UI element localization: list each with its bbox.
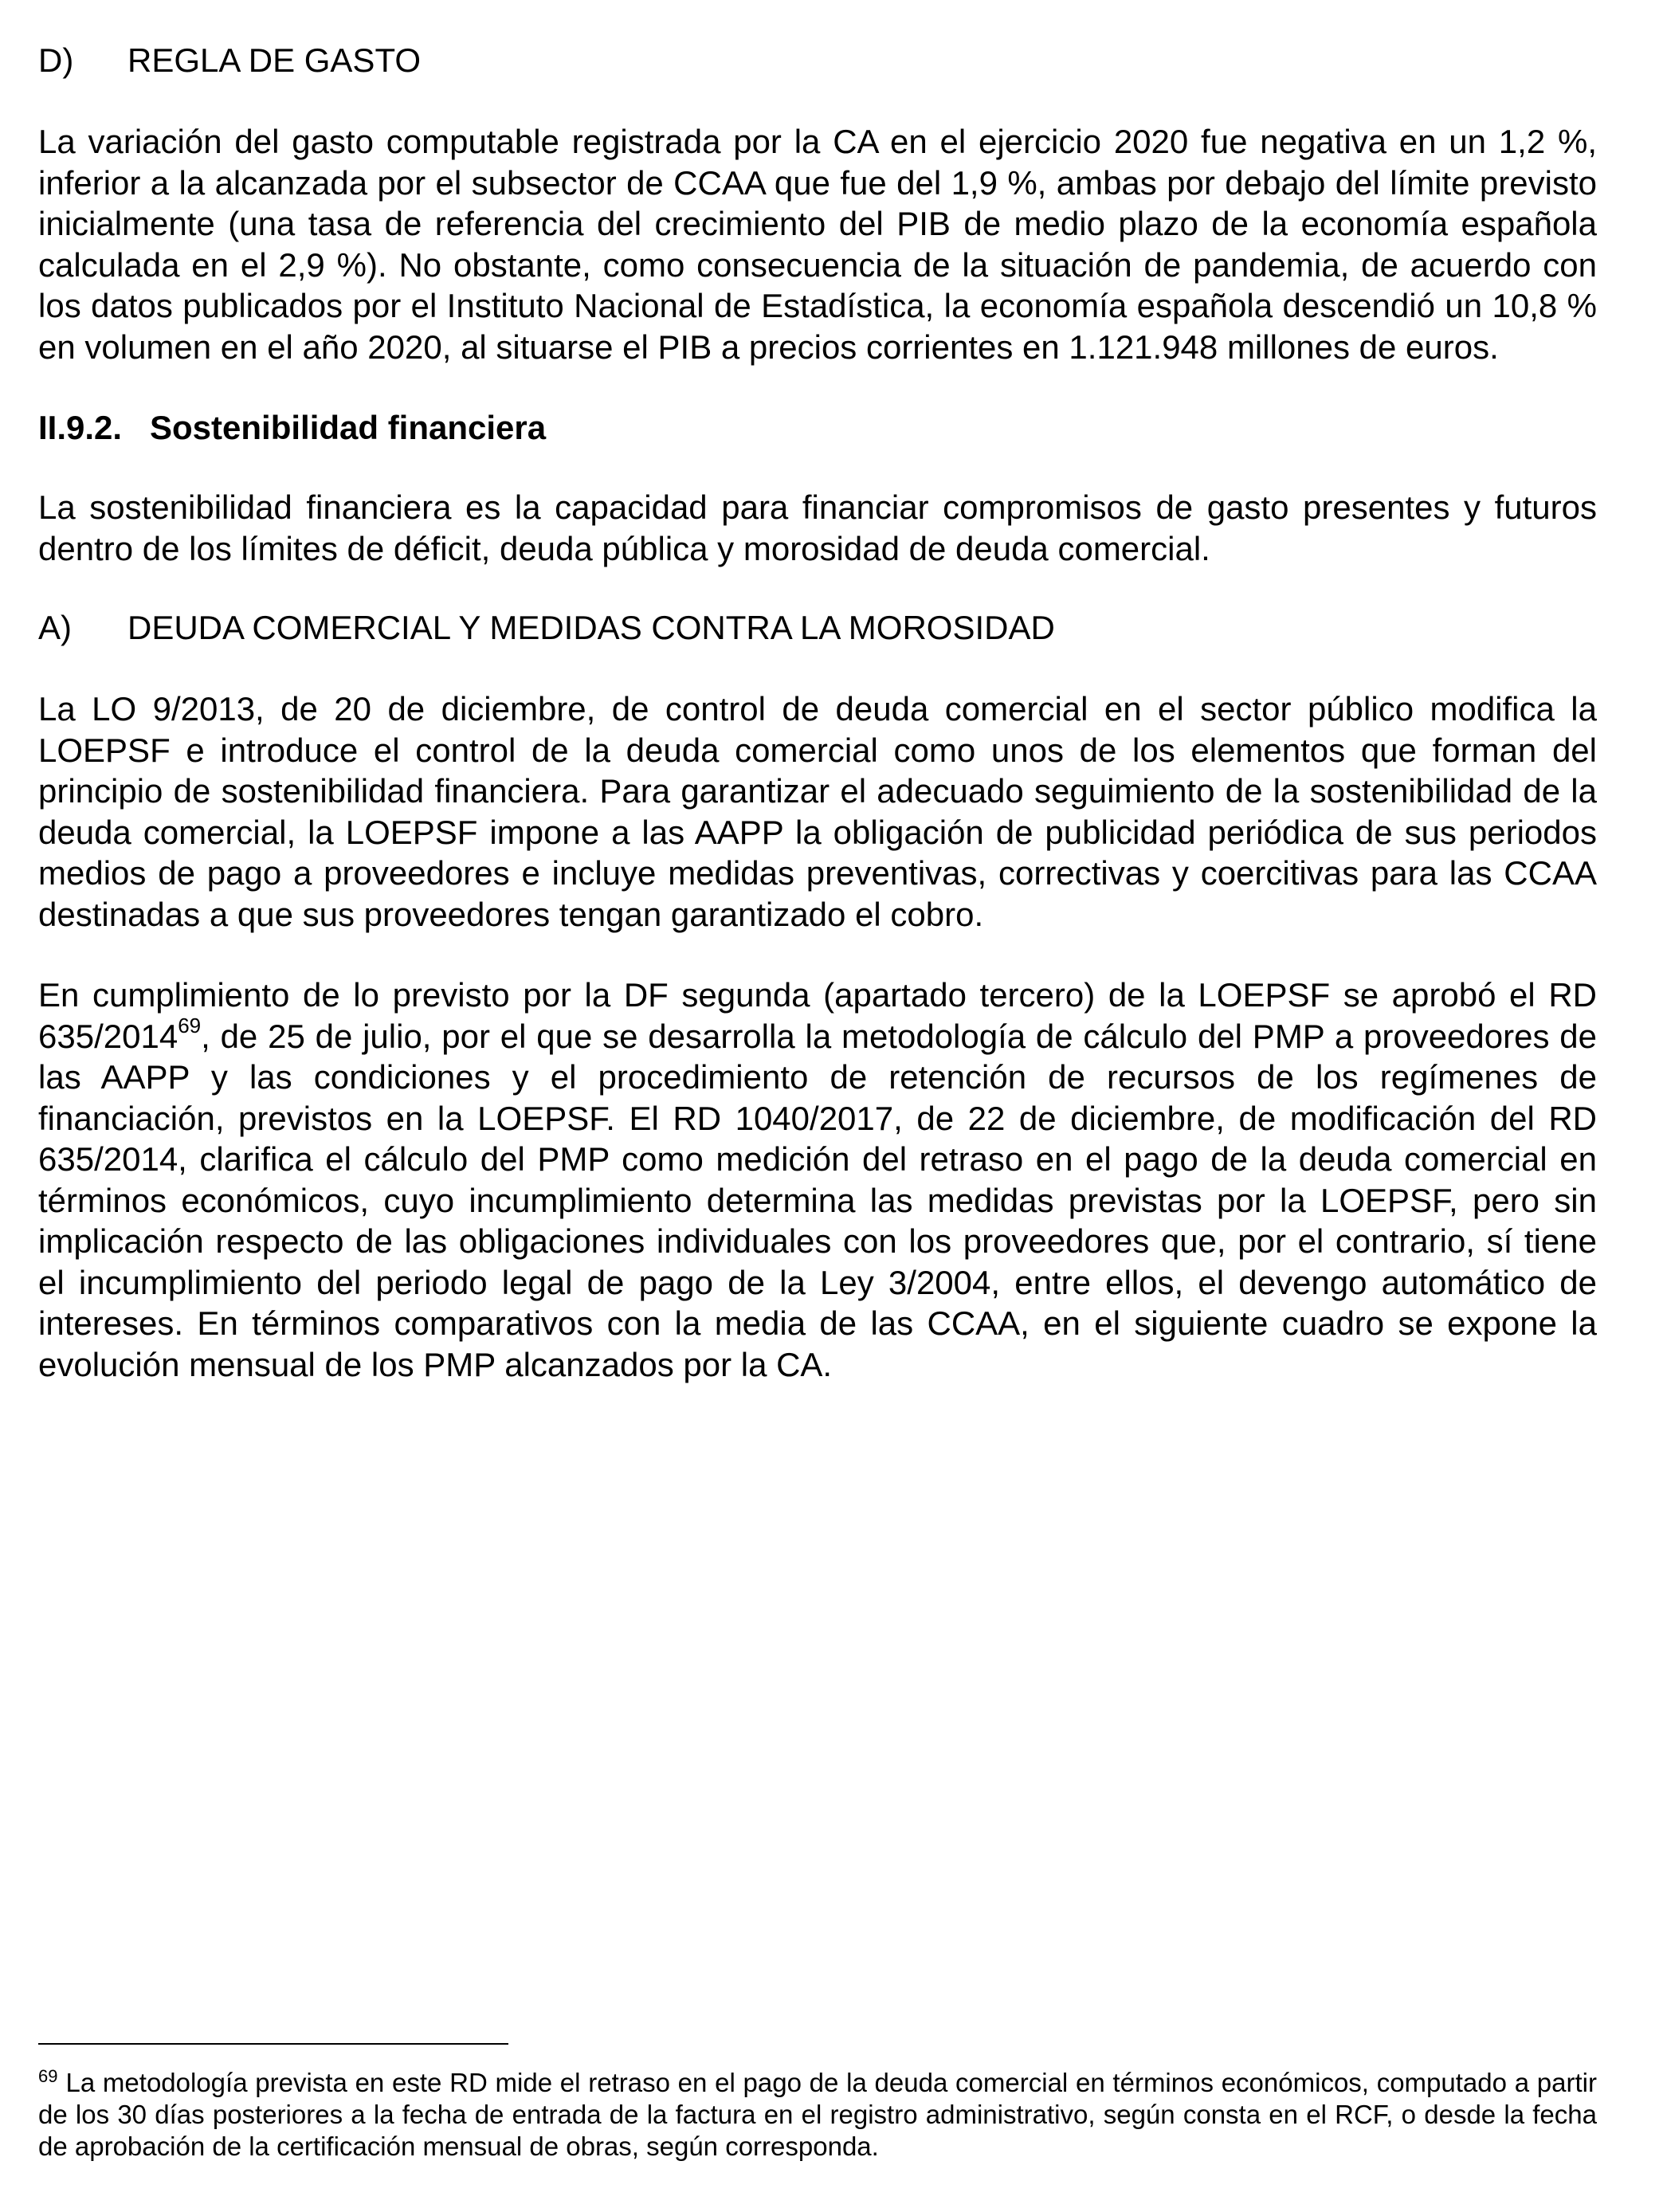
section-number: II.9.2.	[38, 409, 123, 446]
paragraph-regla-de-gasto: La variación del gasto computable registrada por la CA en el ejercicio 2020 fue negativa en un 1,2 %, inferior a la alcanzada por el subsector de CCAA que fue del 1,9 %, ambas por debajo del límite previsto inicialmente (una tasa de referencia del crecimiento del PIB de medio plazo de la economía española calculada en el 2,9 %). No obstante, como consecuencia de la situación de pandemia, de acuerdo con los datos publicados por el Instituto Nacional de Estadística, la economía española descendió un 10,8 % en volumen en el año 2020, al situarse el PIB a precios corrientes en 1.121.948 millones de euros.	[38, 123, 1597, 366]
heading-deuda-comercial	[38, 607, 1597, 649]
footnote-69	[38, 2067, 1597, 2163]
document-page	[38, 40, 1597, 1425]
heading-regla-de-gasto	[38, 40, 1597, 81]
heading-title: DEUDA COMERCIAL Y MEDIDAS CONTRA LA MOROSIDAD	[127, 609, 1055, 646]
footnote-text: La metodología prevista en este RD mide el retraso en el pago de la deuda comercial en términos económicos, computado a partir de los 30 días posteriores a la fecha de entrada de la factura en el registro administrativo, según consta en el RCF, o desde la fecha de aprobación de la certificación mensual de obras, según corresponda.	[38, 2068, 1597, 2161]
section-title-text: Sostenibilidad financiera	[150, 409, 547, 446]
paragraph-rd-635-2014	[38, 975, 1597, 1385]
section-title-sostenibilidad	[38, 407, 1597, 449]
footnote-divider	[38, 2043, 508, 2045]
heading-title: REGLA DE GASTO	[127, 41, 422, 79]
heading-letter: A)	[38, 609, 72, 646]
paragraph-text-part2: , de 25 de julio, por el que se desarrolla la metodología de cálculo del PMP a proveedores de las AAPP y las condiciones y el procedimiento de retención de recursos de los regímenes de financiación, previstos en la LOEPSF. El RD 1040/2017, de 22 de diciembre, de modificación del RD 635/2014, clarifica el cálculo del PMP como medición del retraso en el pago de la deuda comercial en términos económicos, cuyo incumplimiento determina las medidas previstas por la LOEPSF, pero sin implicación respecto de las obligaciones individuales con los proveedores que, por el contrario, sí tiene el incumplimiento del periodo legal de pago de la Ley 3/2004, entre ellos, el devengo automático de intereses. En términos comparativos con la media de las CCAA, en el siguiente cuadro se expone la evolución mensual de los PMP alcanzados por la CA.	[38, 1017, 1597, 1383]
paragraph-text-part1: En cumplimiento de lo previsto por la DF segunda (apartado tercero) de la LOEPSF se aprobó el RD 635/2014	[38, 976, 1597, 1055]
paragraph-sostenibilidad: La sostenibilidad financiera es la capacidad para financiar compromisos de gasto presentes y futuros dentro de los límites de déficit, deuda pública y morosidad de deuda comercial.	[38, 488, 1597, 567]
paragraph-lo-9-2013: La LO 9/2013, de 20 de diciembre, de control de deuda comercial en el sector público modifica la LOEPSF e introduce el control de la deuda comercial como unos de los elementos que forman del principio de sostenibilidad financiera. Para garantizar el adecuado seguimiento de la sostenibilidad de la deuda comercial, la LOEPSF impone a las AAPP la obligación de publicidad periódica de sus periodos medios de pago a proveedores e incluye medidas preventivas, correctivas y coercitivas para las CCAA destinadas a que sus proveedores tengan garantizado el cobro.	[38, 690, 1597, 933]
footnote-number: 69	[38, 2066, 58, 2086]
footnote-reference[interactable]: 69	[178, 1013, 202, 1037]
heading-letter: D)	[38, 41, 74, 79]
